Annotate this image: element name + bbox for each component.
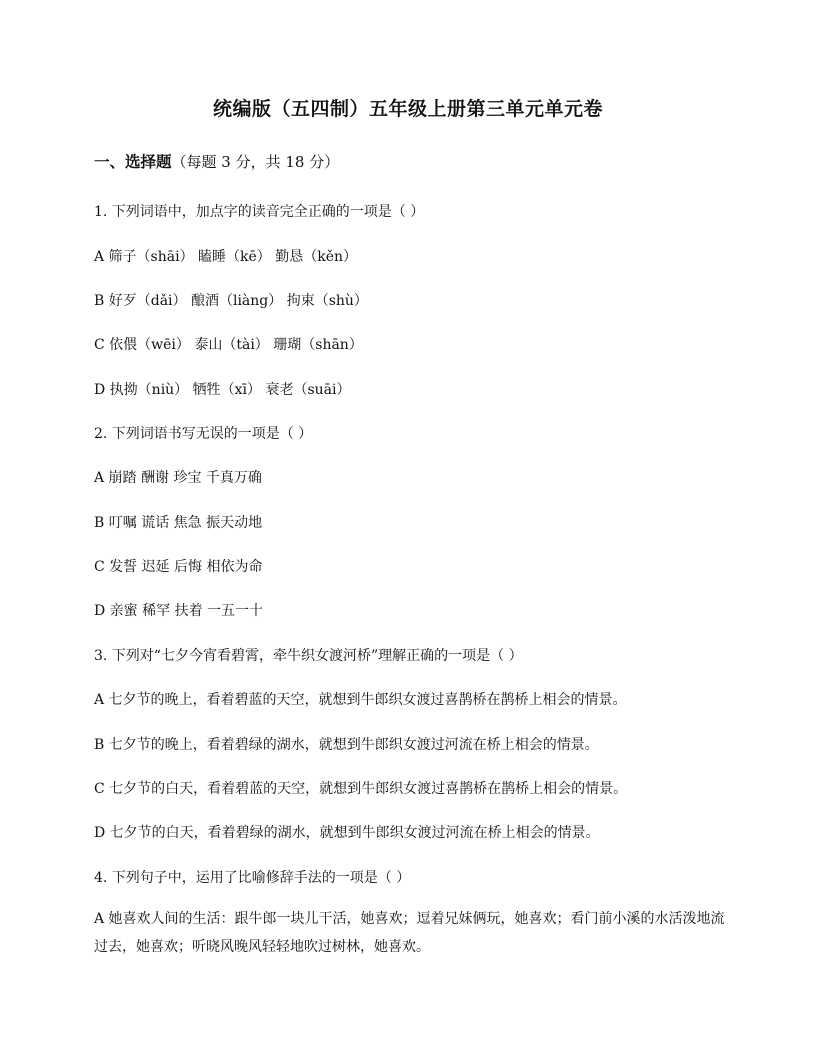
question-2-option-d: D 亲蜜 稀罕 扶着 一五一十	[94, 603, 264, 619]
question-3-option-c: C 七夕节的白天，看着碧蓝的天空，就想到牛郎织女渡过喜鹊桥在鹊桥上相会的情景。	[94, 781, 628, 797]
question-2-option-c: C 发誓 迟延 后悔 相依为命	[94, 559, 263, 575]
question-3-option-b: B 七夕节的晚上，看着碧绿的湖水，就想到牛郎织女渡过河流在桥上相会的情景。	[94, 737, 599, 753]
question-2-stem: 2. 下列词语书写无误的一项是（ ）	[94, 426, 313, 442]
document-title: 统编版（五四制）五年级上册第三单元单元卷	[212, 98, 603, 120]
section-heading	[94, 150, 339, 172]
section-heading-label: 一、选择题	[94, 152, 172, 171]
question-4-option-a: A 她喜欢人间的生活：跟牛郎一块儿干活，她喜欢；逗着兄妹俩玩，她喜欢；看门前小溪的水活泼地流过去，她喜欢；听晓风晚风轻轻地吹过树林，她喜欢。	[94, 911, 725, 955]
section-heading-note: （每题 3 分，共 18 分）	[171, 153, 340, 171]
question-3-option-a: A 七夕节的晚上，看着碧蓝的天空，就想到牛郎织女渡过喜鹊桥在鹊桥上相会的情景。	[94, 692, 627, 708]
question-1-stem: 1. 下列词语中，加点字的读音完全正确的一项是（ ）	[94, 204, 425, 220]
question-3-stem: 3. 下列对“七夕今宵看碧霄，牵牛织女渡河桥”理解正确的一项是（ ）	[94, 648, 523, 664]
question-3-option-d: D 七夕节的白天，看着碧绿的湖水，就想到牛郎织女渡过河流在桥上相会的情景。	[94, 825, 600, 841]
question-1-option-d: D 执拗（niù） 牺牲（xī） 衰老（suāi）	[94, 382, 351, 398]
question-1-option-a: A 筛子（shāi） 瞌睡（kē） 勤恳（kěn）	[94, 249, 358, 265]
question-4-stem: 4. 下列句子中，运用了比喻修辞手法的一项是（ ）	[94, 870, 411, 886]
question-2-option-b: B 叮嘱 谎话 焦急 振天动地	[94, 515, 263, 531]
question-1-option-b: B 好歹（dǎi） 酿酒（liàng） 拘束（shù）	[94, 293, 368, 309]
question-2-option-a: A 崩踏 酬谢 珍宝 千真万确	[94, 470, 262, 486]
question-1-option-c: C 依偎（wēi） 泰山（tài） 珊瑚（shān）	[94, 337, 363, 353]
